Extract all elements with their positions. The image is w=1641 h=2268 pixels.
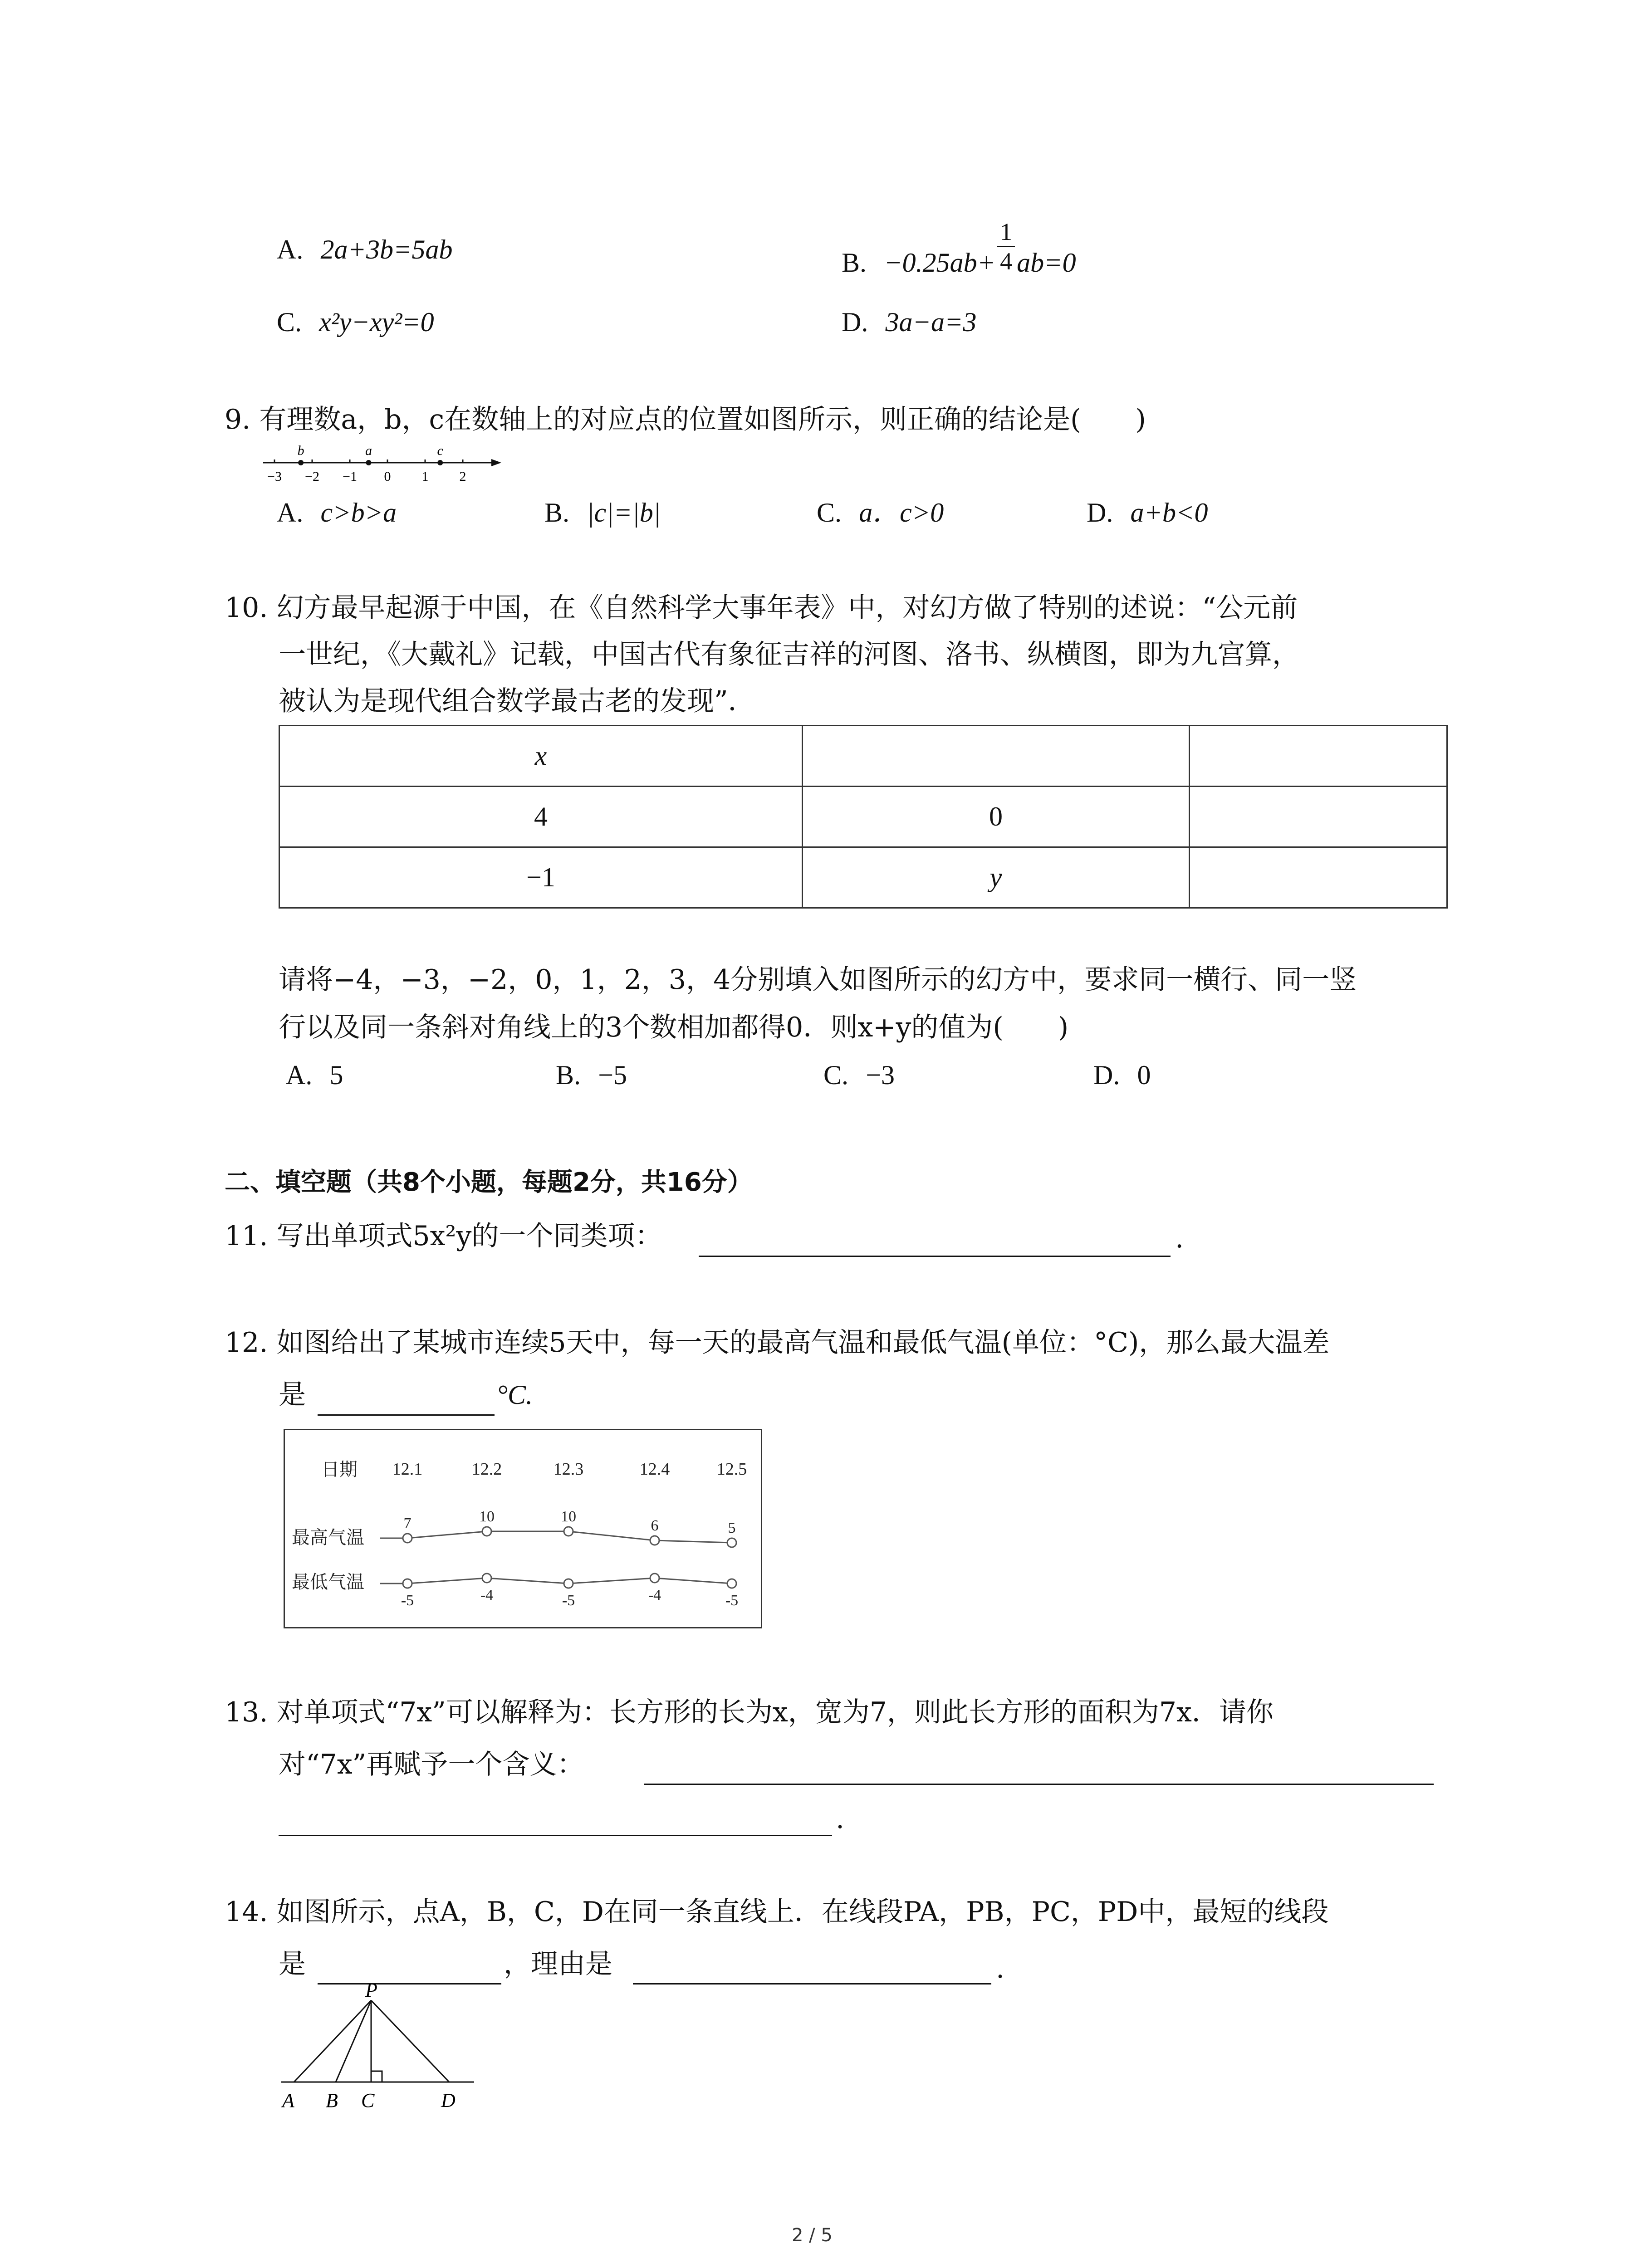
option-text: 2a+3b=5ab <box>320 235 453 264</box>
option-text: 0 <box>1137 1060 1151 1090</box>
number-line-figure <box>263 442 504 492</box>
temperature-chart-svg <box>285 1430 761 1627</box>
low-temp-point <box>564 1579 573 1588</box>
option-text: a．c>0 <box>859 498 944 528</box>
table-cell <box>1190 847 1447 908</box>
category-label: 12.5 <box>716 1460 747 1479</box>
table-cell: 0 <box>803 787 1190 847</box>
segment-pb <box>336 2000 371 2082</box>
low-temp-point <box>650 1574 659 1583</box>
table-cell: y <box>803 847 1190 908</box>
number-line-tick-label: 2 <box>459 469 466 484</box>
q10-line-1: 10. 幻方最早起源于中国，在《自然科学大事年表》中，对幻方做了特别的述说：“公元前 <box>225 592 1298 624</box>
option-label: D. <box>842 307 868 337</box>
option-text: x²y−xy²=0 <box>319 307 434 337</box>
option-label: A. <box>277 235 304 264</box>
temperature-chart <box>284 1429 762 1628</box>
label-c: C <box>361 2089 375 2112</box>
high-temp-point <box>482 1527 491 1536</box>
q10-line-3: 被认为是现代组合数学最古老的发现”． <box>279 685 755 717</box>
q12-answer-blank[interactable] <box>318 1414 495 1416</box>
q9-option-a <box>277 499 397 526</box>
arrow-right-icon <box>491 459 501 466</box>
option-label: B. <box>544 498 570 528</box>
q10-option-c <box>823 1061 895 1089</box>
option-label: B. <box>842 248 867 278</box>
label-b: B <box>326 2089 338 2112</box>
low-temp-point <box>482 1574 491 1583</box>
option-label: A. <box>286 1060 313 1090</box>
q11-end: . <box>1175 1222 1184 1254</box>
q10-line-2: 一世纪，《大戴礼》记载，中国古代有象征吉祥的河图、洛书、纵横图，即为九宫算， <box>279 639 1299 670</box>
series-label-high: 最高气温 <box>292 1527 364 1548</box>
q10-option-b <box>556 1061 627 1089</box>
q13-line-1: 13. 对单项式“7x”可以解释为：长方形的长为x，宽为7，则此长方形的面积为7x．请你 <box>225 1696 1274 1728</box>
table-row <box>279 726 1447 787</box>
option-text: |c|=|b| <box>587 498 661 528</box>
table-cell: x <box>279 726 803 787</box>
option-text: 3a−a=3 <box>885 307 977 337</box>
table-cell <box>1190 726 1447 787</box>
low-temp-point <box>403 1579 412 1588</box>
number-line-point-b <box>298 460 304 465</box>
q10-after-line-1: 请将−4，−3，−2，0，1，2，3，4分别填入如图所示的幻方中，要求同一横行、同一竖 <box>279 964 1357 996</box>
q12-line-1: 12. 如图给出了某城市连续5天中，每一天的最高气温和最低气温(单位：°C)，那么最大温差 <box>225 1327 1330 1359</box>
option-text: a+b<0 <box>1130 498 1208 528</box>
number-line-tick-label: 1 <box>421 469 429 484</box>
q13-line-2: 对“7x”再赋予一个含义： <box>279 1749 584 1780</box>
right-angle-mark <box>371 2071 382 2082</box>
number-line-tick-label: −2 <box>305 469 319 484</box>
table-row <box>279 847 1447 908</box>
number-line-tick-label: −1 <box>343 469 357 484</box>
q14-line-2-end: . <box>996 1953 1005 1984</box>
option-label: D. <box>1087 498 1113 528</box>
option-text: −0.25ab+ <box>884 248 996 278</box>
category-label: 12.4 <box>639 1460 670 1479</box>
category-label: 12.3 <box>553 1460 584 1479</box>
section-title: 二、填空题（共8个小题，每题2分，共16分） <box>225 1168 753 1197</box>
q8-option-b <box>842 218 1076 278</box>
q14-line-2-pre: 是 <box>279 1948 306 1980</box>
option-label: A. <box>277 498 304 528</box>
q11-stem: 11. 写出单项式5x²y的一个同类项： <box>225 1220 662 1252</box>
segment-pa <box>294 2000 371 2082</box>
category-label: 12.2 <box>471 1460 502 1479</box>
table-cell <box>1190 787 1447 847</box>
q8-option-c <box>277 308 434 336</box>
number-line-point-a <box>366 460 372 465</box>
option-text: −5 <box>598 1060 627 1090</box>
geometry-figure <box>272 1982 481 2118</box>
q9-stem: 9. 有理数a，b，c在数轴上的对应点的位置如图所示，则正确的结论是( ) <box>225 404 1146 435</box>
q9-option-c <box>817 499 944 526</box>
q9-option-d <box>1087 499 1208 526</box>
high-temp-value-label: 6 <box>651 1517 659 1534</box>
low-temp-value-label: -4 <box>648 1587 661 1603</box>
option-label: C. <box>823 1060 849 1090</box>
q13-answer-blank-2[interactable] <box>279 1835 832 1836</box>
high-temp-value-label: 7 <box>403 1515 411 1532</box>
low-temp-line <box>380 1578 732 1584</box>
page-number: 2 / 5 <box>792 2225 833 2246</box>
table-row <box>279 787 1447 847</box>
option-label: C. <box>817 498 842 528</box>
q14-line-2-mid: ，理由是 <box>504 1948 612 1980</box>
q8-option-d <box>842 308 976 336</box>
number-line-point-label: a <box>365 443 372 458</box>
low-temp-point <box>727 1579 736 1588</box>
q13-answer-blank-1[interactable] <box>644 1784 1434 1785</box>
low-temp-value-label: -5 <box>401 1592 414 1609</box>
q10-option-d <box>1093 1061 1151 1089</box>
number-line-tick-label: −3 <box>267 469 282 484</box>
q11-answer-blank[interactable] <box>699 1256 1171 1257</box>
magic-square-table <box>279 725 1448 909</box>
q12-line-2-post: °C. <box>497 1380 533 1410</box>
low-temp-value-label: -5 <box>562 1592 575 1609</box>
date-row-label: 日期 <box>321 1459 358 1480</box>
table-cell <box>803 726 1190 787</box>
high-temp-point <box>403 1534 412 1543</box>
q14-answer-blank-2[interactable] <box>633 1983 991 1984</box>
high-temp-point <box>650 1536 659 1545</box>
q8-option-a <box>277 236 452 263</box>
option-label: D. <box>1093 1060 1120 1090</box>
number-line-point-label: b <box>297 443 304 458</box>
table-cell: 4 <box>279 787 803 847</box>
high-temp-point <box>727 1538 736 1547</box>
q9-option-b <box>544 499 661 526</box>
high-temp-value-label: 10 <box>479 1508 495 1525</box>
q10-after-line-2: 行以及同一条斜对角线上的3个数相加都得0．则x+y的值为( ) <box>279 1012 1069 1043</box>
number-line-tick-label: 0 <box>384 469 391 484</box>
high-temp-line <box>380 1531 732 1543</box>
number-line-point-c <box>437 460 443 465</box>
q13-end: . <box>836 1803 845 1835</box>
option-text: −3 <box>866 1060 895 1090</box>
high-temp-point <box>564 1527 573 1536</box>
fraction-numerator: 1 <box>997 218 1015 247</box>
option-label: B. <box>556 1060 581 1090</box>
low-temp-value-label: -5 <box>725 1592 739 1609</box>
label-p: P <box>365 1982 377 2001</box>
q12-line-2-pre: 是 <box>279 1379 306 1411</box>
table-cell: −1 <box>279 847 803 908</box>
label-d: D <box>441 2089 456 2112</box>
number-line-point-label: c <box>437 443 443 458</box>
option-text: 5 <box>329 1060 343 1090</box>
fraction-denominator: 4 <box>1000 248 1013 275</box>
series-label-low: 最低气温 <box>292 1572 364 1593</box>
category-label: 12.1 <box>392 1460 423 1479</box>
q10-option-a <box>286 1061 343 1089</box>
label-a: A <box>282 2089 294 2112</box>
option-text: ab=0 <box>1017 248 1076 278</box>
high-temp-value-label: 10 <box>561 1508 576 1525</box>
segment-pd <box>371 2000 449 2082</box>
option-label: C. <box>277 307 302 337</box>
high-temp-value-label: 5 <box>728 1520 736 1536</box>
q14-line-1: 14. 如图所示，点A，B，C，D在同一条直线上．在线段PA，PB，PC，PD中，最短的线段 <box>225 1896 1329 1928</box>
low-temp-value-label: -4 <box>480 1587 494 1603</box>
option-text: c>b>a <box>320 498 397 528</box>
fraction <box>997 218 1015 275</box>
